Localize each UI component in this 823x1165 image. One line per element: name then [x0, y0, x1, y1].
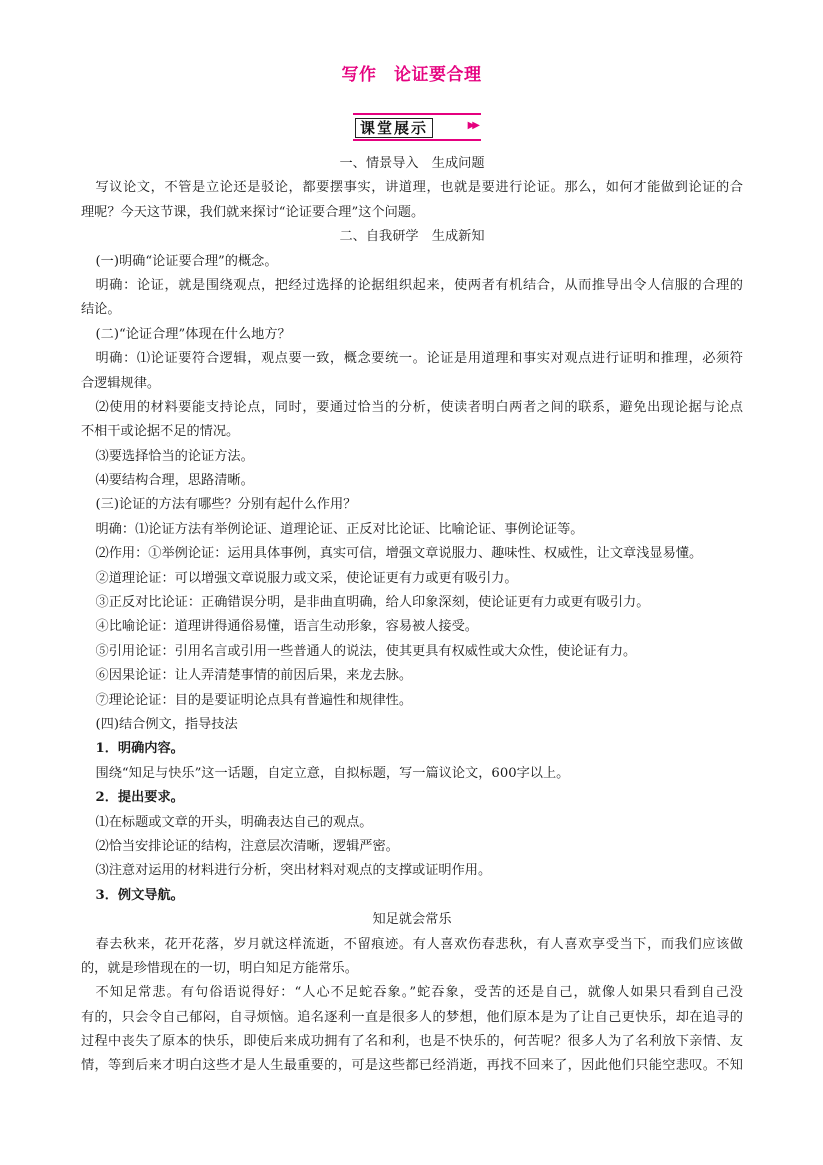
text-line: 过程中丧失了原本的快乐，即使后来成功拥有了名和利，也是不快乐的，何苦呢？很多人为了名利放下亲情、友	[81, 1034, 743, 1050]
text-line: 写议论文，不管是立论还是驳论，都要摆事实，讲道理，也就是要进行论证。那么，如何才能做到论证的合	[95, 180, 743, 196]
text-line: ⑶要选择恰当的论证方法。	[95, 448, 254, 464]
text-line: 情，等到后来才明白这些才是人生最重要的，可是这些都已经消逝，再找不回来了，因此他们只能空悲叹。不知	[81, 1058, 743, 1074]
text-line: ③正反对比论证：正确错误分明，是非曲直明确，给人印象深刻，使论证更有力或更有吸引力。	[95, 595, 650, 611]
section-heading: 知足就会常乐	[372, 912, 452, 928]
page-title: 写作 论证要合理	[341, 65, 482, 85]
text-line: ⑵恰当安排论证的结构，注意层次清晰，逻辑严密。	[95, 838, 399, 854]
section-heading: 二、自我研学 生成新知	[339, 229, 485, 245]
banner-label: 课堂展示	[355, 118, 433, 138]
text-line: 不相干或论据不足的情况。	[81, 424, 240, 440]
text-line: (二)“论证合理”体现在什么地方？	[95, 326, 291, 342]
text-line: (三)论证的方法有哪些？分别有起什么作用？	[95, 497, 357, 513]
text-line: (四)结合例文，指导技法	[95, 716, 238, 732]
text-line: ④比喻论证：道理讲得通俗易懂，语言生动形象，容易被人接受。	[95, 619, 478, 635]
document-body	[81, 152, 743, 1079]
text-line: 3．例文导航。	[95, 887, 184, 903]
text-line: 不知足常悲。有句俗语说得好：“人心不足蛇吞象。”蛇吞象，受苦的还是自己，就像人如果只看到自己没	[95, 985, 743, 1001]
text-line: (一)明确“论证要合理”的概念。	[95, 253, 278, 269]
double-arrow-icon: ▶▶	[467, 120, 477, 131]
text-line: ⑤引用论证：引用名言或引用一些普通人的说法，使其更具有权威性或大众性，使论证有力。	[95, 643, 637, 659]
text-line: 的，就是珍惜现在的一切，明白知足方能常乐。	[81, 960, 358, 976]
text-line: 明确：论证，就是围绕观点，把经过选择的论据组织起来，使两者有机结合，从而推导出令人信服的合理的	[95, 277, 743, 293]
text-line: 春去秋来，花开花落，岁月就这样流逝，不留痕迹。有人喜欢伤春悲秋，有人喜欢享受当下，而我们应该做	[95, 936, 743, 952]
text-line: 明确：⑴论证要符合逻辑，观点要一致，概念要统一。论证是用道理和事实对观点进行证明和推理，必须符	[95, 351, 743, 367]
text-line: 1．明确内容。	[95, 741, 184, 757]
text-line: ⑥因果论证：让人弄清楚事情的前因后果，来龙去脉。	[95, 668, 413, 684]
text-line: 2．提出要求。	[95, 790, 184, 806]
text-line: 合逻辑规律。	[81, 375, 161, 391]
text-line: 有的，只会令自己郁闷，自寻烦恼。追名逐利一直是很多人的梦想，他们原本是为了让自己更快乐，却在追寻的	[81, 1009, 743, 1025]
section-heading: 一、情景导入 生成问题	[339, 156, 485, 171]
text-line: ②道理论证：可以增强文章说服力或文采，使论证更有力或更有吸引力。	[95, 570, 518, 586]
text-line: ⑵使用的材料要能支持论点，同时，要通过恰当的分析，使读者明白两者之间的联系，避免出现论据与论点	[95, 399, 743, 415]
text-line: ⑴在标题或文章的开头，明确表达自己的观点。	[95, 814, 373, 830]
text-line: ⑵作用：①举例论证：运用具体事例，真实可信，增强文章说服力、趣味性、权威性，让文章浅显易懂。	[95, 546, 703, 562]
text-line: ⑦理论论证：目的是要证明论点具有普遍性和规律性。	[95, 692, 413, 708]
text-line: 围绕“知足与快乐”这一话题，自定立意，自拟标题，写一篇议论文，600字以上。	[95, 765, 570, 781]
text-line: 结论。	[81, 302, 121, 318]
text-line: ⑶注意对运用的材料进行分析，突出材料对观点的支撑或证明作用。	[95, 863, 492, 879]
section-banner	[353, 113, 481, 141]
text-line: 理呢？今天这节课，我们就来探讨“论证要合理”这个问题。	[81, 204, 425, 220]
text-line: 明确：⑴论证方法有举例论证、道理论证、正反对比论证、比喻论证、事例论证等。	[95, 521, 584, 537]
text-line: ⑷要结构合理，思路清晰。	[95, 473, 254, 489]
